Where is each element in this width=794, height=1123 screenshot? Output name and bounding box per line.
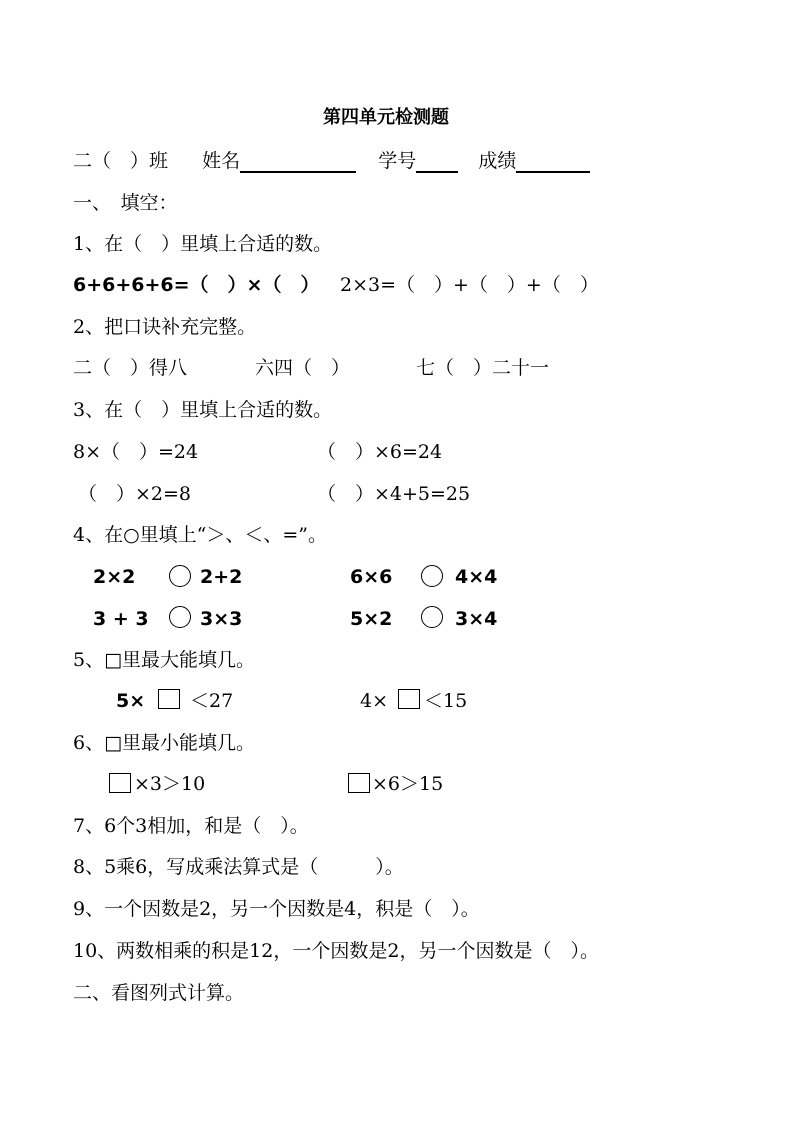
q6-b-right: ×6＞15: [372, 773, 444, 795]
score-blank[interactable]: [516, 151, 590, 173]
question-5: 5、□里最大能填几。: [73, 649, 256, 671]
q5-a-right: ＜27: [190, 690, 234, 712]
q3-item-c: （ ）×2=8: [78, 483, 192, 505]
q1-equation-a: 6+6+6+6=（ ）×（ ）: [73, 274, 320, 296]
q4-r2b-right: 3×4: [455, 608, 498, 630]
q5-a-left: 5×: [116, 690, 146, 712]
question-6: 6、□里最小能填几。: [73, 732, 256, 754]
student-info-row: [73, 149, 590, 173]
question-10: 10、两数相乘的积是12，一个因数是2，另一个因数是（ ）。: [73, 940, 599, 962]
class-label: 二（ ）班: [73, 150, 169, 172]
q4-r1b-left: 6×6: [350, 566, 393, 588]
q4-r1-left: 2×2: [93, 566, 136, 588]
answer-box[interactable]: [398, 689, 420, 709]
name-blank[interactable]: [240, 151, 356, 173]
q4-r1-right: 2+2: [200, 566, 243, 588]
q3-item-a: 8×（ ）=24: [73, 441, 199, 463]
q4-r2-right: 3×3: [200, 608, 243, 630]
q2-item-b: 六四（ ）: [255, 357, 351, 379]
page-title: 第四单元检测题: [323, 107, 449, 128]
question-8: 8、5乘6，写成乘法算式是（ ）。: [73, 856, 404, 878]
question-2: 2、把口诀补充完整。: [73, 316, 257, 338]
compare-circle[interactable]: [421, 565, 443, 587]
q4-r1b-right: 4×4: [455, 566, 498, 588]
q6-a-right: ×3＞10: [134, 773, 206, 795]
compare-circle[interactable]: [169, 565, 191, 587]
compare-circle[interactable]: [169, 606, 191, 628]
id-label: 学号: [378, 150, 417, 172]
answer-box[interactable]: [348, 773, 370, 793]
section1-heading: 一、 填空：: [73, 192, 178, 214]
q5-b-left: 4×: [360, 690, 389, 712]
question-7: 7、6个3相加，和是（ ）。: [73, 815, 309, 837]
q4-r2b-left: 5×2: [350, 608, 393, 630]
name-label: 姓名: [202, 150, 241, 172]
answer-box[interactable]: [158, 689, 180, 709]
section2-heading: 二、看图列式计算。: [73, 982, 245, 1004]
q2-item-c: 七（ ）二十一: [416, 357, 550, 379]
q1-equation-b: 2×3=（ ）+（ ）+（ ）: [340, 274, 599, 296]
q2-item-a: 二（ ）得八: [73, 357, 188, 379]
question-4: 4、在○里填上“＞、＜、=”。: [73, 524, 328, 546]
question-1: 1、在（ ）里填上合适的数。: [73, 233, 333, 255]
q5-b-right: ＜15: [424, 690, 468, 712]
q3-item-b: （ ）×6=24: [317, 441, 443, 463]
id-blank[interactable]: [416, 151, 458, 173]
answer-box[interactable]: [109, 773, 131, 793]
q3-item-d: （ ）×4+5=25: [317, 483, 471, 505]
question-3: 3、在（ ）里填上合适的数。: [73, 399, 333, 421]
score-label: 成绩: [478, 150, 517, 172]
q4-r2-left: 3 + 3: [93, 608, 149, 630]
compare-circle[interactable]: [421, 606, 443, 628]
question-9: 9、一个因数是2，另一个因数是4，积是（ ）。: [73, 898, 480, 920]
